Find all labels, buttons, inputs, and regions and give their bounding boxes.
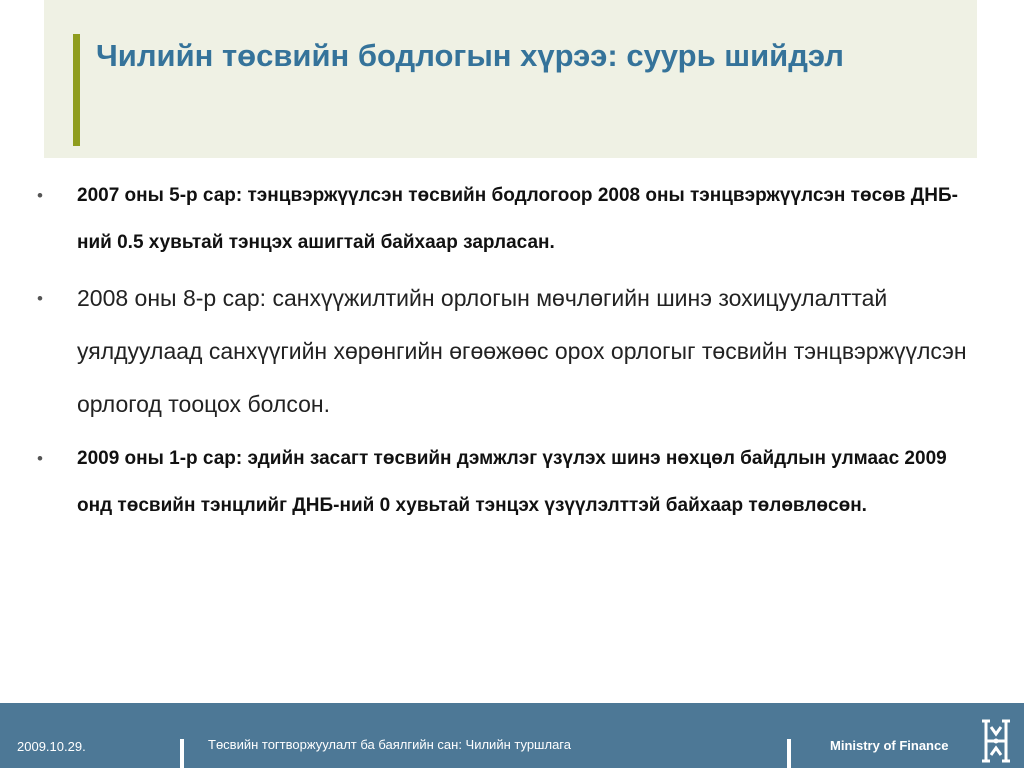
ministry-emblem-icon [978, 715, 1014, 765]
bullet-text: 2007 оны 5-р сар: тэнцвэржүүлсэн төсвийн бодлогоор 2008 оны тэнцвэржүүлсэн төсөв ДНБ-ний 0.5 хувьтай тэнцэх ашигтай байхаар зарласан. [77, 185, 958, 253]
title-band [44, 0, 977, 158]
bullet-marker: • [37, 186, 43, 205]
slide-title: Чилийн төсвийн бодлогын хүрээ: суурь шийдэл [96, 38, 844, 73]
bullet-item [0, 435, 1024, 585]
bullet-marker: • [37, 449, 43, 468]
footer-bar [0, 703, 1024, 768]
footer-date: 2009.10.29. [17, 739, 86, 754]
bullet-text: 2009 оны 1-р сар: эдийн засагт төсвийн дэмжлэг үзүлэх шинэ нөхцөл байдлын улмаас 2009 онд төсвийн тэнцлийг ДНБ-ний 0 хувьтай тэнцэх үзүүлэлттэй байхаар төлөвлөсөн. [77, 448, 947, 516]
footer-separator [787, 739, 791, 768]
footer-ministry-name: Ministry of Finance [830, 738, 949, 753]
bullet-item [0, 172, 1024, 272]
bullet-text: 2008 оны 8-р сар: санхүүжилтийн орлогын мөчлөгийн шинэ зохицуулалттай уялдуулаад санхүүгийн хөрөнгийн өгөөжөөс орох орлогыг төсвийн тэнцвэржүүлсэн орлогод тооцох болсон. [77, 285, 967, 417]
bullet-marker: • [37, 289, 43, 308]
footer-separator [180, 739, 184, 768]
title-accent-bar [73, 34, 80, 146]
bullet-list [0, 172, 1024, 585]
footer-presentation-title: Төсвийн тогтворжуулалт ба баялгийн сан: Чилийн туршлага [208, 737, 571, 752]
bullet-item [0, 272, 1024, 435]
